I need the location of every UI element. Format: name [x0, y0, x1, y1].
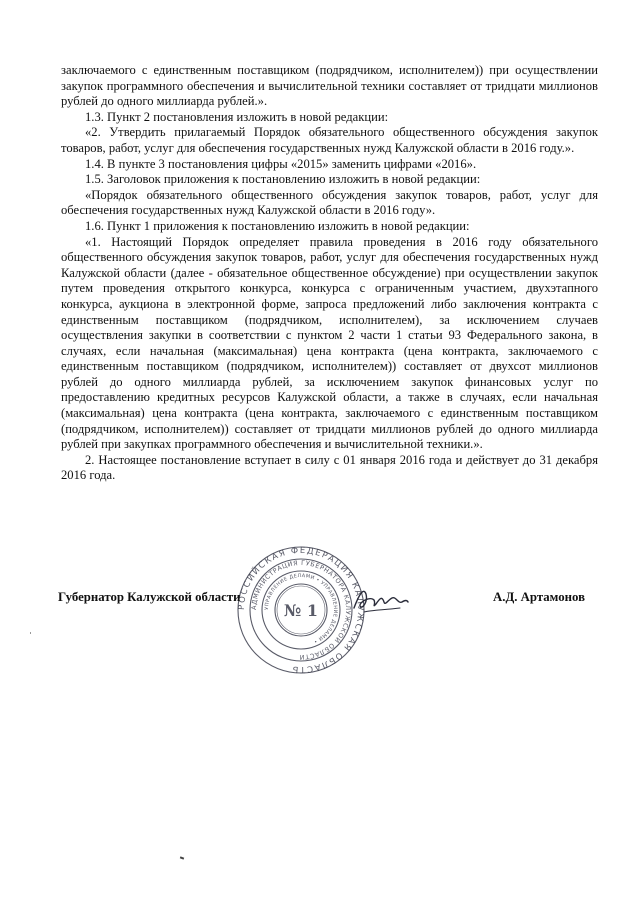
svg-text:УПРАВЛЕНИЕ ДЕЛАМИ • УПРАВЛЕНИЕ: УПРАВЛЕНИЕ ДЕЛАМИ • УПРАВЛЕНИЕ ДЕЛАМИ •	[263, 572, 339, 645]
paragraph-1-4: 1.4. В пункте 3 постановления цифры «2015» заменить цифрами «2016».	[85, 156, 477, 171]
paragraph-quote-title: «Порядок обязательного общественного обсуждения закупок товаров, работ, услуг для обеспечения государственных нужд Калужской области в 2016 году».	[61, 187, 598, 218]
signatory-position: Губернатор Калужской области	[58, 590, 241, 604]
paragraph-quote-2: «2. Утвердить прилагаемый Порядок обязательного общественного обсуждения закупок товаров, работ, услуг для обеспечения государственных нужд Калужской области в 2016 году.».	[61, 125, 598, 155]
paragraph-2: 2. Настоящее постановление вступает в силу с 01 января 2016 года и действует до 31 декабря 2016 года.	[61, 452, 598, 483]
scan-mark	[180, 856, 184, 859]
paragraph-quote-1: «1. Настоящий Порядок определяет правила проведения в 2016 году обязательного общественного обсуждения закупок товаров, работ, услуг для обеспечения государственных нужд Калужской области (далее - обязательное общественное обсуждение) при осуществлении закупок путем проведения открытого конкурса, конкурса с ограниченным участием, двухэтапного конкурса, аукциона в электронной форме, запроса предложений либо заключения контракта с единственным поставщиком (подрядчиком, исполнителем), за исключением случаев осуществления закупки в соответствии с пунктом 2 части 1 статьи 93 Федерального закона, в случаях, если начальная (максимальная) цена контракта (цена контракта, заключаемого с единственным поставщиком (подрядчиком, исполнителем)) составляет от двухсот миллионов рублей до одного миллиарда рублей, за исключением закупок финансовых услуг по предоставлению кредитных ресурсов Калужской области, а также в случаях, если начальная (максимальная) цена контракта (цена контракта, заключаемого с единственным поставщиком (подрядчиком, исполнителем)) составляет от тридцати миллионов рублей до одного миллиарда рублей при закупках программного обеспечения и вычислительной техники.».	[61, 234, 598, 452]
paragraph-1-3: 1.3. Пункт 2 постановления изложить в новой редакции:	[85, 109, 389, 124]
official-seal	[236, 545, 366, 675]
svg-text:РОССИЙСКАЯ ФЕДЕРАЦИЯ КАЛУЖСКАЯ: РОССИЙСКАЯ ФЕДЕРАЦИЯ КАЛУЖСКАЯ ОБЛАСТЬ	[236, 545, 366, 675]
paragraph-1-5: 1.5. Заголовок приложения к постановлению изложить в новой редакции:	[85, 172, 481, 187]
handwritten-signature	[350, 582, 410, 618]
document-body	[61, 63, 598, 484]
signatory-name: А.Д. Артамонов	[493, 590, 585, 604]
svg-text:АДМИНИСТРАЦИЯ ГУБЕРНАТОРА КАЛУ: АДМИНИСТРАЦИЯ ГУБЕРНАТОРА КАЛУЖСКОЙ ОБЛАСТИ	[249, 558, 353, 662]
paragraph-continuation: заключаемого с единственным поставщиком (подрядчиком, исполнителем)) при осуществлении закупок программного обеспечения и вычислительной техники составляет от тридцати миллионов рублей до одного миллиарда рублей.».	[61, 63, 598, 109]
paragraph-1-6: 1.6. Пункт 1 приложения к постановлению изложить в новой редакции:	[85, 218, 470, 233]
svg-text:№ 1: № 1	[283, 601, 319, 620]
scan-mark	[30, 632, 31, 634]
